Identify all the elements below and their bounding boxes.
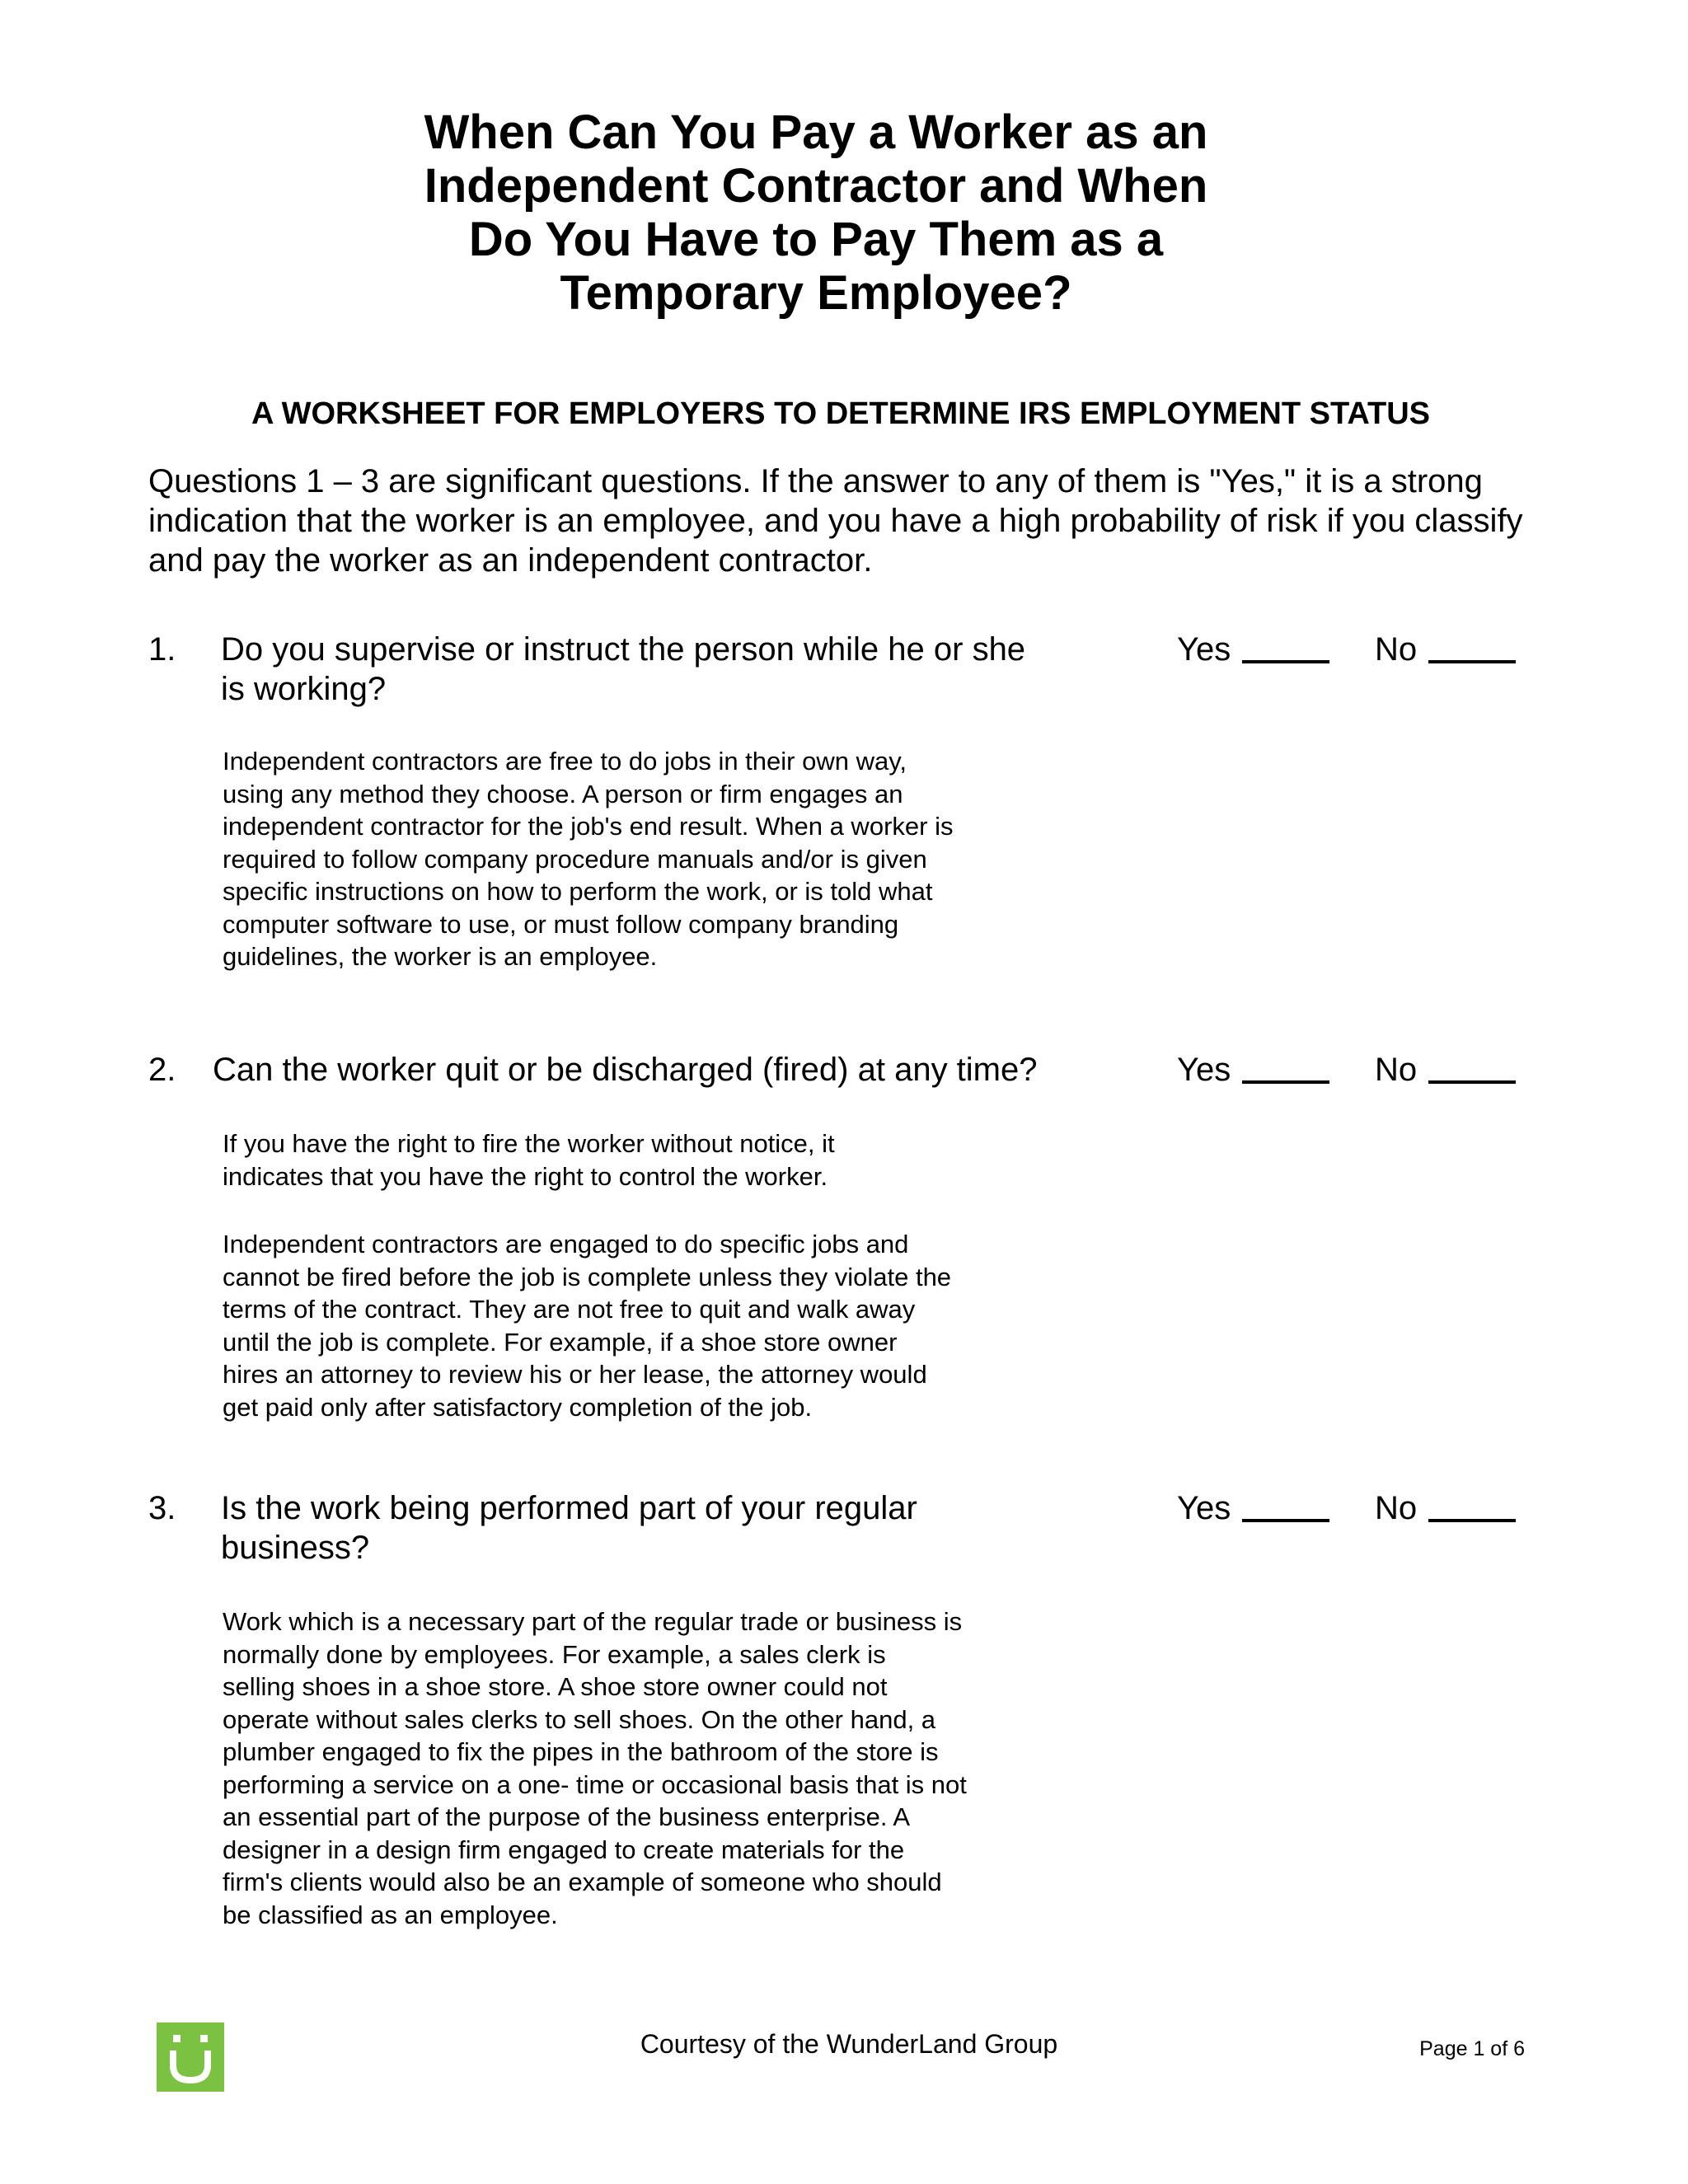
- explanation-line: cannot be fired before the job is complete unless they violate the: [223, 1262, 952, 1291]
- explanation-line: designer in a design firm engaged to create materials for the: [223, 1835, 905, 1864]
- title-line: When Can You Pay a Worker as an: [424, 105, 1208, 159]
- yes-answer-blank-2[interactable]: [1177, 1050, 1329, 1090]
- explanation-line: be classified as an employee.: [223, 1900, 558, 1929]
- question-text-2: [213, 1050, 1038, 1090]
- footer-courtesy: Courtesy of the WunderLand Group: [640, 2029, 1058, 2059]
- explanation-line: Independent contractors are free to do jobs in their own way,: [223, 747, 907, 776]
- answer-blank-line: [1242, 1080, 1329, 1084]
- yes-label: Yes: [1177, 631, 1231, 668]
- explanation-line: operate without sales clerks to sell shoes. On the other hand, a: [223, 1704, 936, 1734]
- explanation-line: terms of the contract. They are not free to quit and walk away: [223, 1295, 916, 1324]
- question-line: business?: [221, 1530, 370, 1566]
- question-number-1: 1.: [148, 631, 176, 668]
- explanation-line: using any method they choose. A person or firm engages an: [223, 779, 903, 808]
- logo-graphic: [157, 2022, 224, 2092]
- question-number-2: 2.: [148, 1052, 176, 1088]
- intro-line: indication that the worker is an employee, and you have a high probability of risk if you classify: [148, 503, 1523, 539]
- explanation-line: computer software to use, or must follow company branding: [223, 909, 899, 939]
- no-label: No: [1375, 1490, 1418, 1526]
- explanation-line: Work which is a necessary part of the regular trade or business is: [223, 1607, 963, 1636]
- question-explanation-3: [223, 1605, 967, 1931]
- explanation-line: get paid only after satisfactory completion of the job.: [223, 1392, 813, 1422]
- answer-blank-line: [1242, 660, 1329, 663]
- no-label: No: [1375, 1052, 1418, 1088]
- question-explanation-2b: [223, 1228, 951, 1423]
- explanation-line: guidelines, the worker is an employee.: [223, 942, 658, 971]
- explanation-line: selling shoes in a shoe store. A shoe store owner could not: [223, 1672, 888, 1701]
- explanation-line: Independent contractors are engaged to do specific jobs and: [223, 1230, 909, 1258]
- question-line: is working?: [221, 671, 387, 707]
- answer-blank-line: [1428, 1519, 1516, 1522]
- yes-label: Yes: [1177, 1490, 1231, 1526]
- answer-blank-line: [1428, 660, 1516, 663]
- explanation-line: firm's clients would also be an example of someone who should: [223, 1868, 942, 1896]
- explanation-line: until the job is complete. For example, if a shoe store owner: [223, 1327, 898, 1357]
- question-line: Can the worker quit or be discharged (fired) at any time?: [213, 1052, 1038, 1088]
- smiley-u-logo-icon: [157, 2022, 224, 2092]
- explanation-line: plumber engaged to fix the pipes in the bathroom of the store is: [223, 1737, 939, 1766]
- explanation-line: hires an attorney to review his or her lease, the attorney would: [223, 1360, 927, 1389]
- intro-line: Questions 1 – 3 are significant questions. If the answer to any of them is "Yes," it is a strong: [148, 463, 1483, 499]
- worksheet-subtitle: A WORKSHEET FOR EMPLOYERS TO DETERMINE IRS EMPLOYMENT STATUS: [251, 396, 1430, 431]
- title-line: Independent Contractor and When: [424, 159, 1208, 213]
- no-label: No: [1375, 631, 1418, 668]
- answer-blank-line: [1428, 1080, 1516, 1084]
- no-answer-blank-3[interactable]: [1375, 1488, 1516, 1528]
- question-line: Is the work being performed part of your regular: [221, 1490, 917, 1526]
- yes-answer-blank-1[interactable]: [1177, 630, 1329, 669]
- question-explanation-2a: [223, 1127, 835, 1193]
- intro-line: and pay the worker as an independent contractor.: [148, 542, 873, 579]
- explanation-line: independent contractor for the job's end result. When a worker is: [223, 812, 954, 841]
- explanation-line: normally done by employees. For example, a sales clerk is: [223, 1639, 886, 1669]
- title-line: Temporary Employee?: [560, 266, 1072, 320]
- question-text-1: [221, 630, 1025, 709]
- intro-paragraph: [148, 462, 1550, 580]
- explanation-line: required to follow company procedure manuals and/or is given: [223, 844, 927, 874]
- no-answer-blank-1[interactable]: [1375, 630, 1516, 669]
- yes-answer-blank-3[interactable]: [1177, 1488, 1329, 1528]
- question-number-3: 3.: [148, 1490, 176, 1526]
- question-explanation-1: [223, 745, 953, 973]
- question-line: Do you supervise or instruct the person while he or she: [221, 631, 1026, 668]
- explanation-line: If you have the right to fire the worker without notice, it: [223, 1129, 835, 1158]
- page-title: [379, 105, 1253, 320]
- question-text-3: [221, 1488, 917, 1568]
- yes-label: Yes: [1177, 1052, 1231, 1088]
- title-line: Do You Have to Pay Them as a: [468, 213, 1164, 266]
- answer-blank-line: [1242, 1519, 1329, 1522]
- explanation-line: performing a service on a one- time or occasional basis that is not: [223, 1769, 967, 1799]
- explanation-line: indicates that you have the right to control the worker.: [223, 1161, 828, 1191]
- page-number: Page 1 of 6: [1419, 2037, 1525, 2060]
- no-answer-blank-2[interactable]: [1375, 1050, 1516, 1090]
- explanation-line: an essential part of the purpose of the business enterprise. A: [223, 1802, 911, 1831]
- explanation-line: specific instructions on how to perform the work, or is told what: [223, 877, 933, 906]
